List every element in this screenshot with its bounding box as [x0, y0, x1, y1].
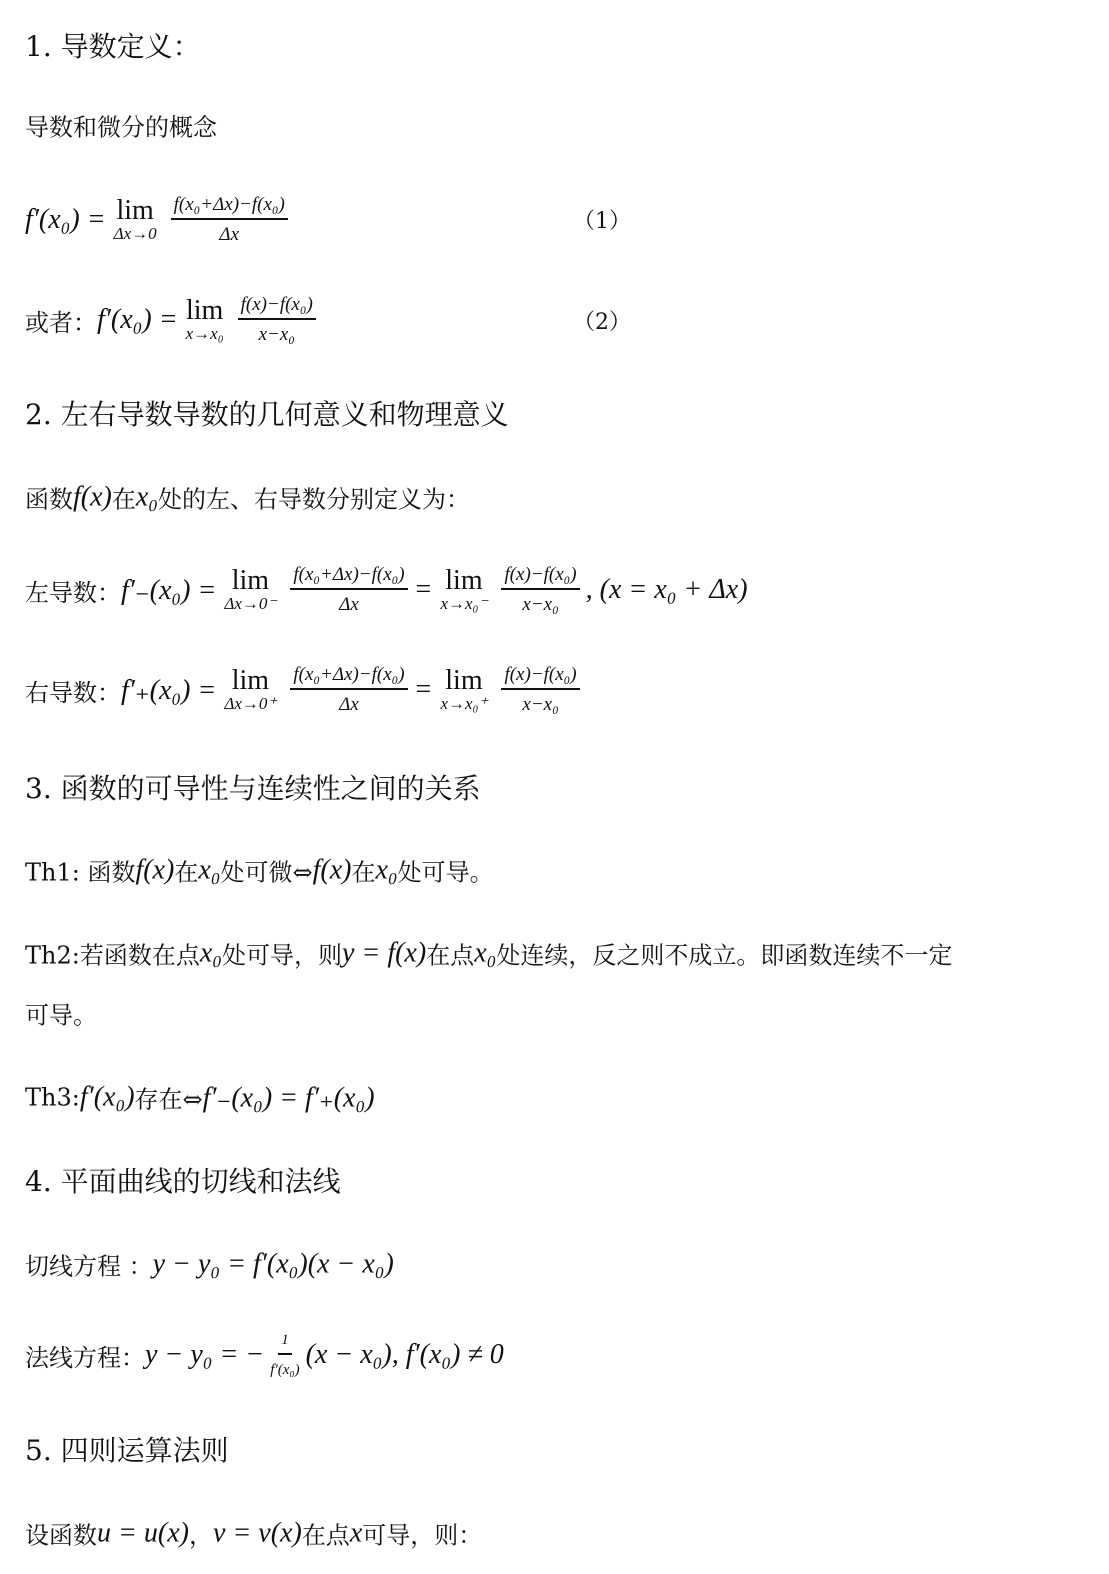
math: v = v(x): [212, 1517, 302, 1548]
math: u = u(x): [97, 1517, 189, 1548]
lim: lim: [445, 665, 483, 696]
math: x₀: [474, 937, 497, 968]
numerator: f(x₀+Δx)−f(x₀): [171, 194, 288, 220]
heading-2: [25, 393, 509, 433]
text: Th3:: [25, 1083, 80, 1111]
subtitle-text: 导数和微分的概念: [25, 113, 217, 142]
limit: [440, 667, 487, 713]
numerator: f(x₀+Δx)−f(x₀): [290, 564, 407, 590]
heading-text: 4. 平面曲线的切线和法线: [25, 1165, 341, 1198]
text: 在: [111, 485, 136, 514]
text: 处连续，反之则不成立。即函数连续不一定: [496, 941, 953, 970]
text: Th1: 函数: [25, 858, 136, 887]
denominator: Δx: [339, 694, 359, 715]
fraction: [501, 664, 579, 716]
lim-sub: x→x₀⁺: [440, 694, 488, 713]
fraction: [270, 1329, 299, 1381]
equation-tag-2: （2）: [573, 310, 631, 335]
text: ，: [188, 1521, 213, 1550]
lim-sub: x→x₀: [185, 324, 224, 343]
denominator: x−x₀: [522, 594, 559, 615]
lim: lim: [231, 565, 270, 596]
heading-5: [25, 1429, 229, 1469]
text: 处可导。: [397, 858, 494, 887]
heading-text: 3. 函数的可导性与连续性之间的关系: [25, 772, 481, 805]
math: x₀: [375, 854, 398, 885]
text: 可导。: [25, 1001, 97, 1030]
math: x₀: [135, 481, 159, 512]
math: x₀: [199, 937, 222, 968]
lim-sub: x→x₀⁻: [440, 594, 488, 613]
fraction: [171, 194, 288, 246]
math: f(x): [135, 854, 175, 885]
left-derivative: [25, 564, 748, 616]
text: 切线方程 ：: [25, 1252, 153, 1281]
math: (x − x₀), f′(x₀) ≠ 0: [305, 1339, 504, 1370]
math: y − y₀ = −: [145, 1339, 265, 1370]
lim: lim: [185, 295, 224, 326]
text: Th2:若函数在点: [25, 941, 200, 970]
heading-1: [25, 25, 201, 65]
limit: [224, 567, 276, 613]
eq-prefix: 右导数：: [25, 678, 121, 707]
theorem-3: [25, 1080, 375, 1115]
theorem-2-cont: [25, 996, 97, 1031]
lim: lim: [116, 195, 154, 226]
math: f′(x₀): [79, 1081, 135, 1112]
math: x₀: [198, 854, 221, 885]
theorem-2: [25, 936, 952, 971]
math: f(x): [73, 481, 112, 512]
limit: [224, 667, 276, 713]
math: y = f(x): [342, 937, 427, 968]
lim-sub: Δx→0: [113, 224, 157, 243]
limit: [186, 297, 224, 343]
text: 在: [174, 858, 199, 887]
heading-4: [25, 1160, 341, 1200]
heading-3: [25, 767, 481, 807]
denominator: f′(x₀): [270, 1362, 300, 1378]
paragraph: [25, 480, 470, 515]
eq-lhs: f′₋(x₀) =: [121, 575, 217, 606]
text: 处可导，则: [222, 941, 342, 970]
equation-1: [25, 194, 294, 246]
text: 函数: [25, 485, 73, 514]
equals: =: [413, 674, 433, 705]
text: 处的左、右导数分别定义为：: [158, 485, 471, 514]
text: 在点: [301, 1521, 350, 1550]
limit: [440, 567, 487, 613]
eq-lhs: f′(x₀) =: [25, 204, 106, 235]
tangent-equation: [25, 1247, 394, 1282]
eq-lhs: f′(x₀) =: [97, 304, 178, 335]
denominator: x−x₀: [522, 694, 559, 715]
math: y − y₀ = f′(x₀)(x − x₀): [152, 1248, 394, 1279]
fraction: [290, 664, 407, 716]
denominator: x−x₀: [258, 324, 295, 345]
eq-prefix: 左导数：: [25, 578, 121, 607]
lim: lim: [445, 565, 483, 596]
numerator: f(x)−f(x₀): [501, 564, 579, 590]
numerator: 1: [278, 1329, 292, 1355]
lim: lim: [231, 665, 270, 696]
text: 法线方程：: [25, 1343, 145, 1372]
denominator: Δx: [219, 224, 240, 245]
equals: =: [413, 574, 433, 605]
fraction: [501, 564, 579, 616]
text: 处可微⇔: [220, 858, 313, 887]
denominator: Δx: [339, 594, 359, 615]
limit: [114, 197, 157, 243]
numerator: f(x)−f(x₀): [238, 294, 316, 320]
text: 设函数: [25, 1521, 97, 1550]
normal-equation: [25, 1329, 504, 1381]
math: f′₋(x₀) = f′₊(x₀): [202, 1082, 375, 1113]
eq-prefix: 或者：: [25, 308, 97, 337]
eq-lhs: f′₊(x₀) =: [121, 675, 217, 706]
numerator: f(x)−f(x₀): [501, 664, 579, 690]
math: f(x): [312, 854, 352, 885]
subtitle: [25, 108, 217, 143]
eq-tail: , (x = x₀ + Δx): [585, 574, 748, 605]
right-derivative: [25, 664, 586, 716]
math: x: [349, 1517, 363, 1548]
text: 在: [351, 858, 376, 887]
fraction: [238, 294, 316, 346]
heading-text: 5. 四则运算法则: [25, 1434, 229, 1467]
text: 可导，则：: [362, 1521, 483, 1550]
heading-text: 1. 导数定义：: [25, 30, 201, 63]
equation-tag-1: （1）: [573, 209, 631, 234]
lim-sub: Δx→0⁻: [224, 594, 277, 613]
text: 存在⇔: [134, 1085, 203, 1114]
paragraph: [25, 1516, 482, 1551]
numerator: f(x₀+Δx)−f(x₀): [290, 664, 407, 690]
lim-sub: Δx→0⁺: [224, 694, 277, 713]
theorem-1: [25, 853, 494, 888]
fraction: [290, 564, 407, 616]
text: 在点: [426, 941, 475, 970]
heading-text: 2. 左右导数导数的几何意义和物理意义: [25, 398, 509, 431]
equation-2: [25, 294, 322, 346]
